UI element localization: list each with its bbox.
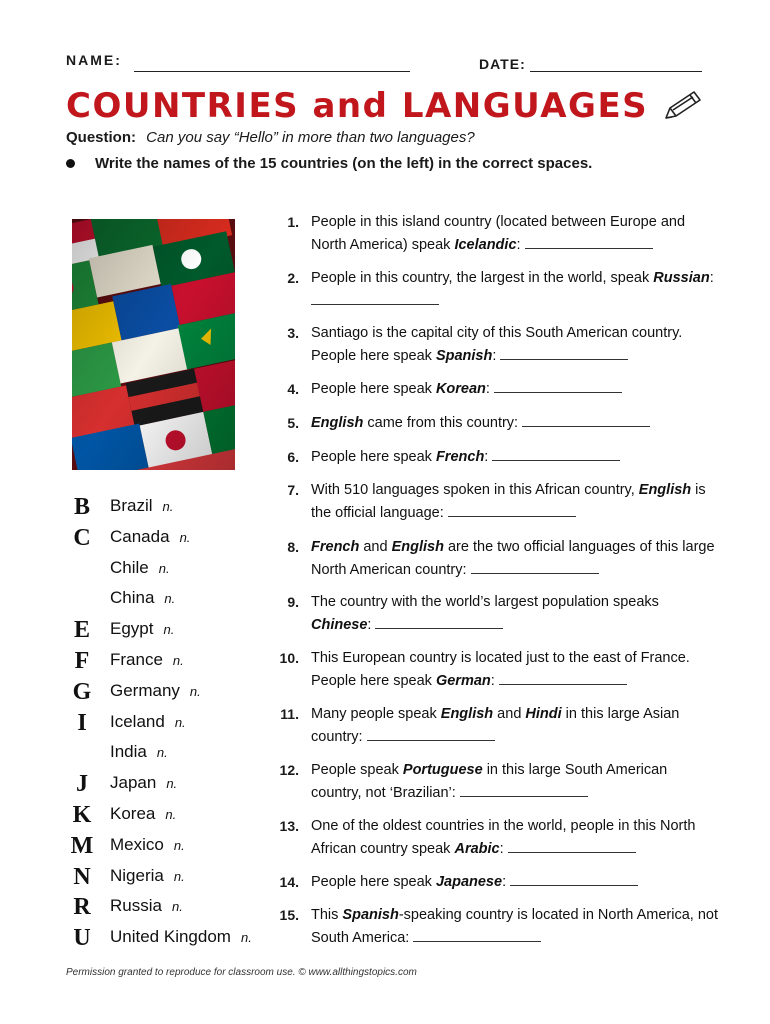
- country-name: Mexico: [110, 834, 164, 854]
- index-letter: I: [77, 709, 87, 736]
- question-text: [311, 647, 721, 692]
- question-fragment: and: [493, 706, 526, 722]
- country-name: Brazil: [110, 496, 153, 515]
- question-fragment: Many people speak: [311, 706, 441, 722]
- country-item: [110, 712, 186, 732]
- question-fragment: The country with the world’s largest population speaks: [311, 594, 659, 610]
- part-of-speech: n.: [165, 807, 177, 822]
- country-name: United Kingdom: [110, 927, 231, 947]
- index-letter: M: [70, 832, 94, 859]
- question-fragment: :: [485, 381, 494, 397]
- question-number: 7.: [287, 482, 299, 498]
- language-name: Russian: [653, 270, 710, 286]
- question-text: [311, 536, 721, 581]
- question-number: 14.: [279, 874, 299, 890]
- language-name: Icelandic: [454, 236, 517, 253]
- question-text: [311, 479, 721, 524]
- bullet-icon: [66, 159, 75, 168]
- index-letter: B: [73, 494, 90, 520]
- question-fragment: People here speak: [311, 874, 436, 890]
- question-text: [311, 815, 721, 860]
- part-of-speech: n.: [179, 529, 191, 545]
- question-fragment: This European country is located just to the east of France. People here speak: [311, 650, 690, 689]
- question-fragment: in this large South American country, not ‘Brazilian’:: [311, 762, 668, 801]
- question-text: [311, 759, 721, 804]
- country-name: Japan: [110, 773, 157, 793]
- answer-blank[interactable]: [522, 414, 650, 427]
- answer-blank[interactable]: [499, 672, 627, 685]
- question-number: 13.: [279, 818, 299, 834]
- index-letter: U: [73, 925, 91, 952]
- pencil-icon: [660, 88, 704, 124]
- language-name: English: [638, 482, 692, 498]
- question-fragment: People here speak: [311, 449, 436, 465]
- question-text: [311, 871, 721, 894]
- question-fragment: in this large Asian country:: [311, 706, 680, 745]
- date-label: DATE:: [479, 56, 526, 72]
- question-text: Can you say “Hello” in more than two languages?: [146, 129, 475, 146]
- answer-blank[interactable]: [494, 380, 622, 393]
- part-of-speech: n.: [172, 653, 184, 668]
- question-text: [311, 446, 721, 469]
- index-letter: G: [72, 678, 92, 705]
- language-name: French: [311, 539, 360, 555]
- answer-blank[interactable]: [508, 840, 636, 853]
- part-of-speech: n.: [173, 868, 185, 884]
- question-fragment: This: [311, 907, 343, 923]
- question-text: [311, 378, 721, 401]
- question-text: [311, 267, 721, 312]
- question-text: [311, 322, 721, 367]
- footer-permission: Permission granted to reproduce for classroom use. © www.allthingstopics.com: [66, 967, 417, 978]
- part-of-speech: n.: [166, 776, 178, 792]
- part-of-speech: n.: [189, 683, 201, 699]
- index-letter: F: [74, 648, 90, 674]
- question-number: 3.: [287, 325, 299, 341]
- country-item: [110, 835, 185, 855]
- country-item: [110, 681, 201, 701]
- index-letter: J: [76, 771, 88, 798]
- part-of-speech: n.: [240, 930, 252, 946]
- country-item: [110, 896, 183, 916]
- answer-blank[interactable]: [500, 347, 628, 360]
- answer-blank[interactable]: [448, 504, 576, 517]
- question-text: [311, 904, 721, 949]
- country-name: Nigeria: [110, 865, 164, 885]
- country-name: Canada: [110, 526, 170, 546]
- question-fragment: is the official language:: [311, 482, 706, 521]
- question-fragment: :: [490, 672, 499, 689]
- country-name: Russia: [110, 896, 162, 916]
- country-item: [110, 927, 252, 947]
- question-fragment: :: [516, 236, 525, 253]
- index-letter: N: [73, 863, 91, 890]
- country-name: Egypt: [110, 619, 154, 639]
- question-text: [311, 703, 721, 748]
- answer-blank[interactable]: [375, 616, 503, 629]
- question-fragment: are the two official languages of this large North American country:: [311, 539, 715, 578]
- question-number: 5.: [287, 415, 299, 431]
- country-item: [110, 558, 170, 578]
- country-name: Germany: [110, 680, 180, 700]
- answer-blank[interactable]: [413, 929, 541, 942]
- country-item: [110, 650, 184, 670]
- question-fragment: :: [499, 840, 508, 857]
- date-blank-line[interactable]: [530, 71, 702, 72]
- index-letter: C: [73, 524, 91, 551]
- question-text: [311, 591, 721, 636]
- question-number: 4.: [287, 381, 299, 397]
- question-number: 10.: [279, 650, 299, 666]
- country-name: India: [110, 742, 147, 762]
- question-fragment: came from this country:: [363, 415, 523, 431]
- country-name: Iceland: [110, 711, 165, 731]
- instruction: [66, 155, 592, 172]
- question-fragment: Santiago is the capital city of this South American country. People here speak: [311, 325, 683, 364]
- question-text: [311, 211, 721, 256]
- country-item: [110, 496, 173, 516]
- question-fragment: One of the oldest countries in the world, people in this North African country speak: [311, 818, 696, 857]
- part-of-speech: n.: [156, 745, 168, 761]
- question-number: 6.: [287, 449, 299, 465]
- answer-blank[interactable]: [492, 448, 620, 461]
- language-name: Hindi: [525, 706, 562, 722]
- answer-blank[interactable]: [367, 728, 495, 741]
- question-line: [66, 129, 475, 146]
- language-name: English: [311, 415, 364, 431]
- question-fragment: :: [367, 616, 376, 633]
- country-name: Korea: [110, 804, 156, 823]
- country-item: [110, 742, 168, 762]
- question-fragment: :: [492, 347, 501, 364]
- language-name: German: [435, 672, 491, 689]
- question-number: 15.: [279, 907, 299, 923]
- country-item: [110, 773, 177, 793]
- question-number: 9.: [287, 594, 299, 610]
- index-letter: K: [72, 802, 92, 828]
- question-fragment: :: [502, 874, 511, 890]
- question-fragment: -speaking country is located in North America, not South America:: [311, 907, 718, 946]
- question-number: 1.: [287, 214, 299, 230]
- instruction-text: Write the names of the 15 countries (on the left) in the correct spaces.: [95, 155, 593, 172]
- question-fragment: and: [359, 539, 392, 555]
- answer-blank[interactable]: [311, 292, 439, 305]
- index-letter: E: [73, 617, 90, 644]
- language-name: Spanish: [435, 347, 493, 364]
- part-of-speech: n.: [171, 899, 183, 915]
- language-name: French: [435, 449, 485, 465]
- country-item: [110, 619, 174, 639]
- answer-blank[interactable]: [471, 561, 599, 574]
- language-name: Korean: [435, 381, 486, 397]
- country-item: [110, 588, 175, 608]
- question-fragment: People in this country, the largest in the world, speak: [311, 270, 654, 286]
- world-flags-image: [72, 219, 235, 470]
- question-number: 11.: [280, 706, 299, 722]
- language-name: Spanish: [342, 907, 399, 923]
- name-blank-line[interactable]: [134, 71, 410, 72]
- question-fragment: People in this island country (located between Europe and North America) speak: [311, 214, 686, 253]
- part-of-speech: n.: [163, 622, 175, 638]
- part-of-speech: n.: [162, 499, 174, 514]
- answer-blank[interactable]: [525, 236, 653, 249]
- country-name: Chile: [110, 557, 149, 577]
- language-name: Arabic: [454, 840, 500, 857]
- question-text: [311, 412, 721, 435]
- question-fragment: :: [709, 270, 714, 286]
- part-of-speech: n.: [174, 714, 186, 730]
- question-fragment: People here speak: [311, 381, 436, 397]
- country-item: [110, 866, 185, 886]
- name-label: NAME:: [66, 52, 122, 68]
- question-number: 12.: [279, 762, 299, 778]
- question-fragment: People speak: [311, 762, 403, 778]
- language-name: English: [391, 539, 444, 555]
- part-of-speech: n.: [164, 591, 176, 607]
- question-fragment: :: [484, 449, 493, 465]
- country-item: [110, 804, 176, 824]
- language-name: Japanese: [435, 874, 503, 890]
- part-of-speech: n.: [158, 560, 170, 576]
- question-fragment: With 510 languages spoken in this African country,: [311, 482, 639, 498]
- country-item: [110, 527, 190, 547]
- country-name: China: [110, 588, 155, 608]
- question-label: Question:: [66, 129, 136, 146]
- part-of-speech: n.: [173, 837, 185, 853]
- worksheet-title: COUNTRIES and LANGUAGES: [66, 86, 649, 126]
- question-number: 2.: [287, 270, 299, 286]
- answer-blank[interactable]: [510, 873, 638, 886]
- country-name: France: [110, 650, 163, 669]
- question-number: 8.: [287, 539, 299, 555]
- language-name: Chinese: [311, 616, 368, 633]
- language-name: English: [440, 706, 494, 722]
- language-name: Portuguese: [402, 762, 483, 778]
- index-letter: R: [73, 894, 91, 921]
- answer-blank[interactable]: [460, 784, 588, 797]
